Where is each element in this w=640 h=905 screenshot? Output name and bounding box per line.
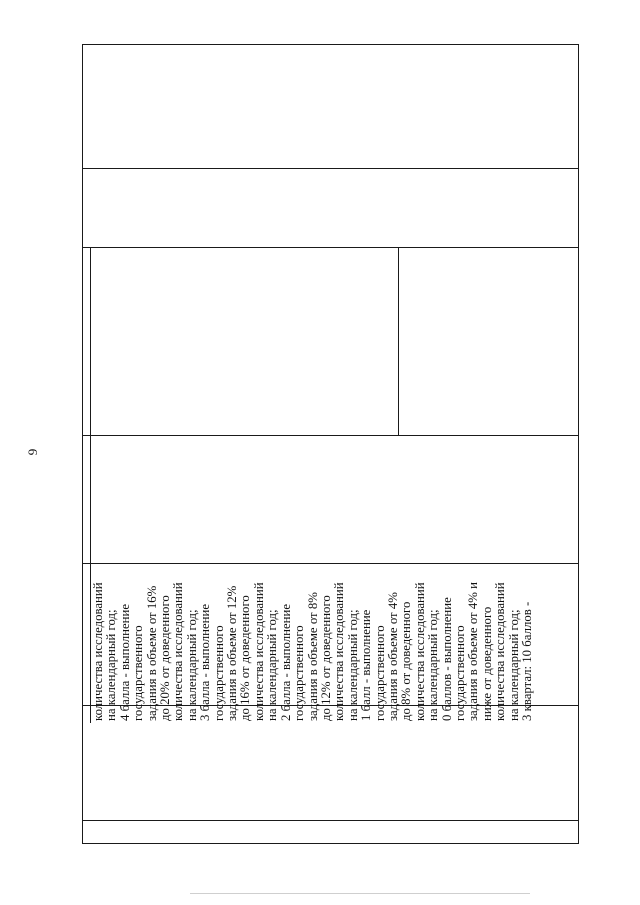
criteria-line: задания в объеме от 12% bbox=[225, 585, 240, 721]
criteria-line: количества исследований bbox=[91, 582, 105, 721]
criteria-line: на календарный год; bbox=[426, 609, 441, 721]
criteria-line: 0 баллов - выполнение bbox=[439, 597, 454, 721]
column-divider bbox=[82, 820, 579, 821]
criteria-line: 4 балла - выполнение bbox=[117, 603, 132, 721]
criteria-line: 3 квартал: 10 баллов - bbox=[520, 601, 534, 721]
criteria-cell bbox=[91, 247, 534, 721]
criteria-text bbox=[91, 247, 534, 721]
criteria-line: задания в объеме от 4% и bbox=[466, 582, 481, 721]
criteria-line: государственного bbox=[131, 625, 146, 721]
table-border-left bbox=[82, 843, 579, 844]
criteria-line: задания в объеме от 16% bbox=[144, 585, 159, 721]
table-border-bottom bbox=[578, 44, 579, 844]
criteria-line: количества исследований bbox=[171, 582, 186, 721]
criteria-line: на календарный год; bbox=[506, 609, 521, 721]
page-number: 9 bbox=[25, 448, 40, 456]
criteria-line: на календарный год; bbox=[345, 609, 360, 721]
criteria-line: государственного bbox=[372, 625, 387, 721]
criteria-line: ниже от доведенного bbox=[479, 606, 494, 721]
criteria-line: до 8% от доведенного bbox=[399, 601, 414, 721]
table-border-top bbox=[82, 44, 83, 844]
criteria-line: 1 балл - выполнение bbox=[359, 609, 374, 721]
criteria-line: количества исследований bbox=[493, 582, 508, 721]
criteria-line: до 16% от доведенного bbox=[238, 595, 253, 721]
criteria-line: на календарный год; bbox=[184, 609, 199, 721]
criteria-line: количества исследований bbox=[412, 582, 427, 721]
criteria-line: государственного bbox=[211, 625, 226, 721]
criteria-line: на календарный год; bbox=[104, 609, 119, 721]
column-divider bbox=[82, 168, 579, 169]
criteria-line: количества исследований bbox=[332, 582, 347, 721]
criteria-line: до 20% от доведенного bbox=[158, 595, 173, 721]
criteria-line: 3 балла - выполнение bbox=[198, 603, 213, 721]
criteria-line: 2 балла - выполнение bbox=[278, 603, 293, 721]
criteria-line: до 12% от доведенного bbox=[318, 595, 333, 721]
criteria-line: государственного bbox=[292, 625, 307, 721]
scan-edge-line bbox=[190, 893, 530, 894]
criteria-line: задания в объеме от 8% bbox=[305, 592, 320, 721]
criteria-line: на календарный год; bbox=[265, 609, 280, 721]
criteria-line: государственного bbox=[452, 625, 467, 721]
criteria-line: количества исследований bbox=[251, 582, 266, 721]
criteria-line: задания в объеме от 4% bbox=[385, 592, 400, 721]
table-border-right bbox=[82, 44, 579, 45]
